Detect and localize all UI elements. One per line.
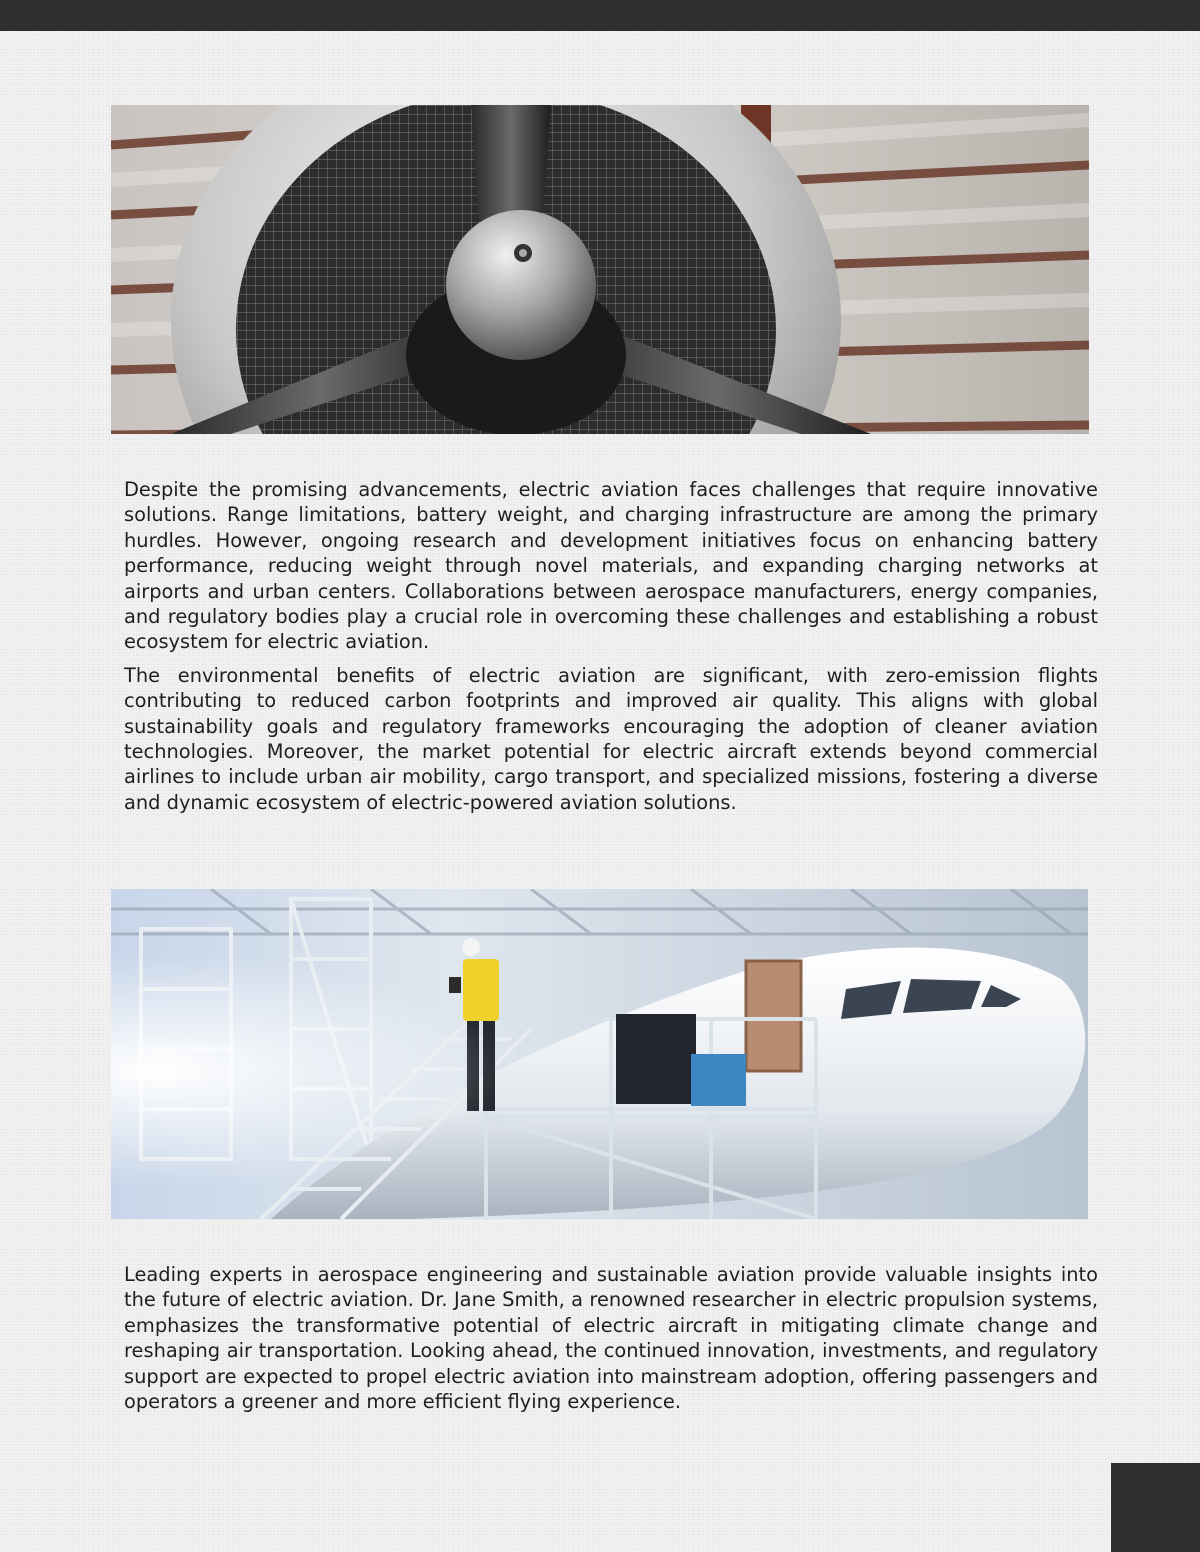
corner-decoration-block bbox=[1111, 1463, 1200, 1552]
paragraph: The environmental benefits of electric aviation are significant, with zero-emission flights contributing to reduced carbon footprints and improved air quality. This aligns with global sustainability goals and regulatory frameworks encouraging the adoption of cleaner aviation technologies. Moreover, the market potential for electric aircraft extends beyond commercial airlines to include urban air mobility, cargo transport, and specialized missions, fostering a diverse and dynamic ecosystem of electric-powered aviation solutions. bbox=[124, 663, 1098, 814]
propeller-engine-photo bbox=[111, 105, 1089, 434]
paragraph: Leading experts in aerospace engineering and sustainable aviation provide valuable insights into the future of electric aviation. Dr. Jane Smith, a renowned researcher in electric propulsion systems, emphasizes the transformative potential of electric aircraft in mitigating climate change and reshaping air transportation. Looking ahead, the continued innovation, investments, and regulatory support are expected to propel electric aviation into mainstream adoption, offering passengers and operators a greener and more efficient flying experience. bbox=[124, 1263, 1098, 1414]
paragraph: Despite the promising advancements, electric aviation faces challenges that require innovative solutions. Range limitations, battery weight, and charging infrastructure are among the primary hurdles. However, ongoing research and development initiatives focus on enhancing battery performance, reducing weight through novel materials, and expanding charging networks at airports and urban centers. Collaborations between aerospace manufacturers, energy companies, and regulatory bodies play a crucial role in overcoming these challenges and establishing a robust ecosystem for electric aviation. bbox=[124, 478, 1098, 654]
aircraft-hangar-engineer-photo bbox=[111, 889, 1088, 1219]
section2-text bbox=[124, 1262, 1098, 1422]
top-header-bar bbox=[0, 0, 1200, 31]
section1-text bbox=[124, 477, 1098, 823]
